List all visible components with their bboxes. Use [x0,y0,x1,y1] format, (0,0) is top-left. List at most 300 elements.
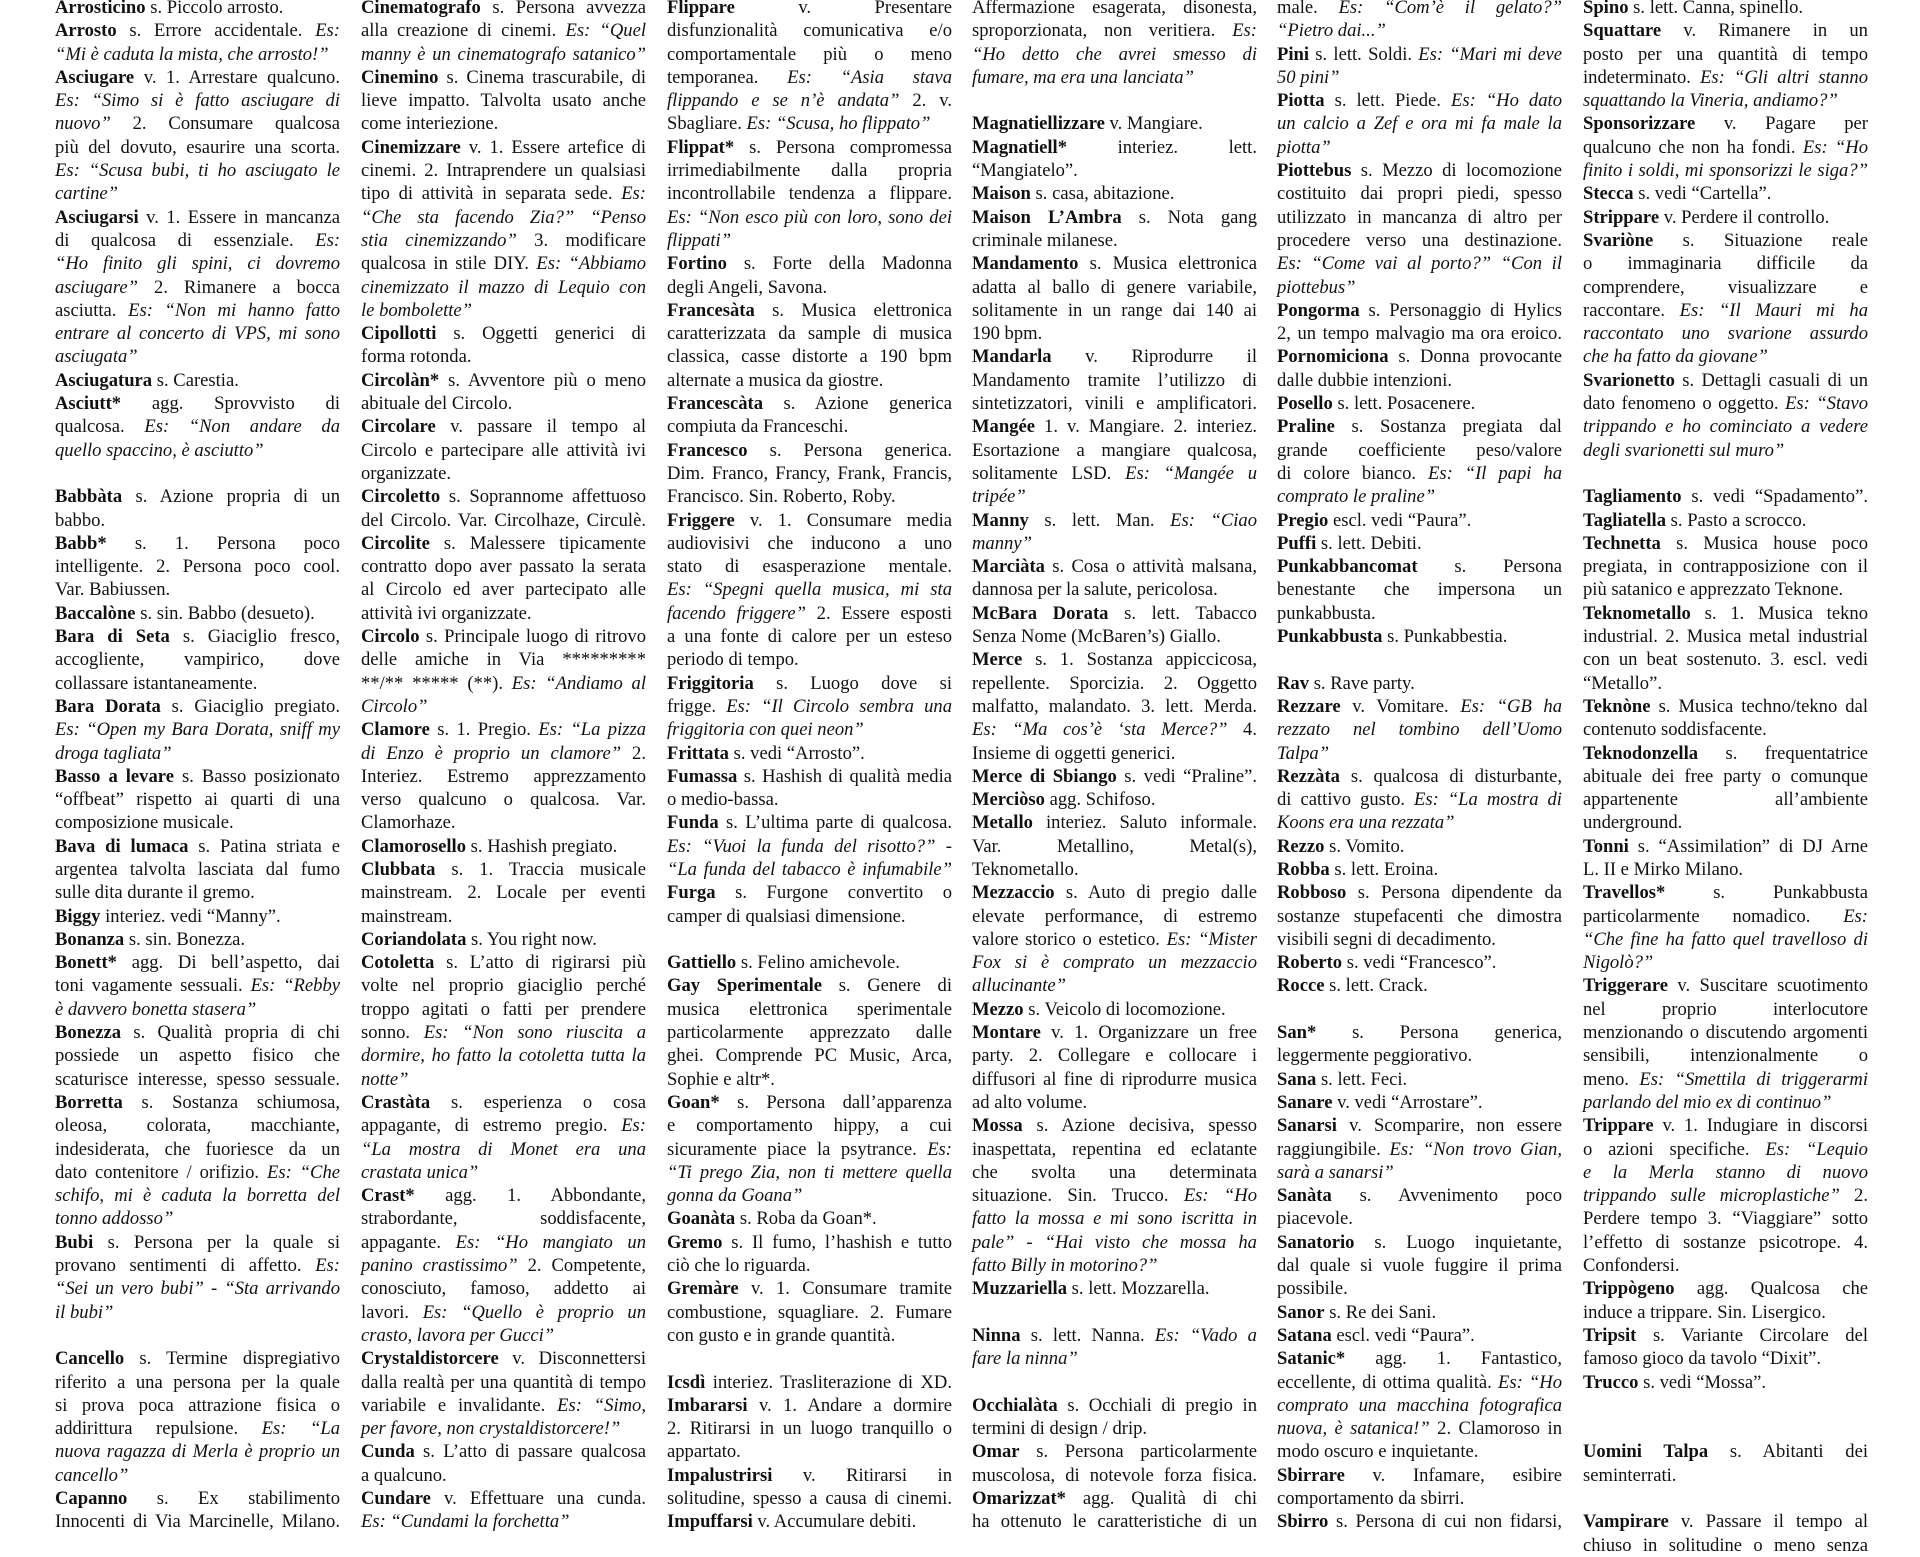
entry-term: Maison L’Ambra [972,206,1122,228]
entry-term: Asciugatura [55,369,153,391]
definition-text: s. lett. Feci. [1320,1068,1408,1090]
glossary-text-line [361,439,646,462]
glossary-text-line [1583,136,1868,159]
entry-term: Svarionetto [1583,369,1675,391]
definition-text: s. frequentatrice [1725,742,1868,764]
glossary-text-line [1583,439,1868,462]
glossary-text-line [361,742,646,765]
blank-line [55,462,340,485]
glossary-text-line [361,602,646,625]
glossary-text-line [667,159,952,182]
column-1 [55,0,340,1534]
glossary-text-line [55,136,340,159]
definition-text: chiuso in solitudine o meno senza [1583,1534,1868,1556]
example-text: Es: “Ho [1497,1371,1563,1393]
glossary-entry-line [55,19,340,42]
glossary-text-line [361,905,646,928]
definition-text: s. Sostanza schiumosa, [141,1091,340,1113]
glossary-text-line [361,182,646,205]
definition-text: s. Situazione reale [1682,229,1868,251]
entry-term: Sbirro [1277,1511,1329,1533]
definition-text: v. 1. Essere in mancanza [146,206,340,228]
glossary-text-line [55,439,340,462]
glossary-text-line [1583,1161,1868,1184]
entry-term: Mandamento [972,253,1079,275]
definition-text: s. Sostanza pregiata dal [1351,416,1562,438]
glossary-text-line [1583,159,1868,182]
glossary-text-line [1583,718,1868,741]
glossary-text-line [55,345,340,368]
definition-text: 2. Ritirarsi in un luogo tranquillo o [667,1418,952,1440]
glossary-text-line [667,89,952,112]
column-4 [972,0,1257,1534]
definition-text: v. Vomitare. [1352,695,1449,717]
glossary-text-line [972,1347,1257,1370]
example-text: di Enzo è proprio un clamore” [361,742,622,764]
glossary-text-line [667,1487,952,1510]
glossary-entry-line [1583,1371,1868,1394]
definition-text: situazione. Sin. Trucco. [972,1185,1169,1207]
glossary-text-line [55,881,340,904]
definition-text: v. Presentare [798,0,952,18]
definition-text: dalla realtà per una quantità di tempo [361,1371,646,1393]
definition-text: s. Dettagli casuali di un [1682,369,1868,391]
entry-term: Teknometallo [1583,602,1691,624]
glossary-text-line [1277,0,1562,19]
entry-term: Tagliamento [1583,486,1682,508]
entry-term: Uomini Talpa [1583,1441,1709,1463]
entry-term: Babb* [55,532,107,554]
glossary-entry-line [1583,602,1868,625]
example-text: piottebus” [1277,276,1356,298]
glossary-text-line [972,19,1257,42]
glossary-text-line [55,1371,340,1394]
definition-text: s. lett. Debiti. [1320,532,1422,554]
definition-text: posto per una quantità di tempo [1583,43,1868,65]
entry-term: Clamore [361,719,430,741]
definition-text: qualcuno che non ha fondi. [1583,136,1796,158]
entry-term: Capanno [55,1488,128,1509]
definition-text: s. Piccolo arrosto. [150,0,284,18]
definition-text: interiez. lett. [1117,136,1257,158]
example-text: raccontato uno svarione assurdo [1583,323,1868,345]
glossary-text-line [1583,1091,1868,1114]
definition-text: raccontare. [1583,299,1666,321]
glossary-entry-line [361,1347,646,1370]
entry-term: Flippat* [667,136,735,158]
glossary-entry-line [1277,1091,1562,1114]
glossary-text-line [55,1394,340,1417]
definition-text: s. sin. Bonezza. [128,928,246,950]
glossary-text-line [1277,182,1562,205]
glossary-entry-line [1583,881,1868,904]
glossary-text-line [667,112,952,135]
entry-term: Rav [1277,672,1310,694]
glossary-text-line [1277,322,1562,345]
definition-text: s. Qualità propria di chi [133,1022,340,1044]
definition-text: addirittura repulsione. [55,1418,239,1440]
definition-text: forma rotonda. [361,346,472,368]
definition-text: s. You right now. [471,928,597,950]
entry-term: Satana [1277,1324,1332,1346]
blank-line [55,1324,340,1347]
glossary-entry-line [361,835,646,858]
example-text: comprato le praline” [1277,486,1436,508]
glossary-entry-line [972,788,1257,811]
entry-term: Merce [972,649,1023,671]
glossary-entry-line [361,0,646,19]
glossary-text-line [972,1464,1257,1487]
definition-text: s. Punkabbusta [1713,882,1868,904]
entry-term: Manny [972,509,1029,531]
definition-text: Var. Metallino, Metal(s), [972,835,1257,857]
glossary-text-line [1583,1138,1868,1161]
example-text: Es: “La [261,1418,340,1440]
glossary-text-line [667,369,952,392]
definition-text: s. Persona generica. [769,439,952,461]
definition-text: più del dovuto, esaurire una scorta. [55,136,340,158]
glossary-entry-line [1583,1510,1868,1533]
definition-text: - [1026,1231,1033,1253]
glossary-text-line [972,1417,1257,1440]
definition-text: s. vedi “Mossa”. [1643,1371,1766,1393]
glossary-text-line [667,625,952,648]
glossary-text-line [55,578,340,601]
example-text: Es: “GB ha [1460,695,1562,717]
example-text: Es: “Andiamo al [511,672,646,694]
glossary-text-line [55,112,340,135]
entry-term: Crastàta [361,1091,431,1113]
glossary-text-line [1277,66,1562,89]
entry-term: San* [1277,1022,1317,1044]
definition-text: s. Soprannome affettuoso [448,486,646,508]
example-text: Nigolò?” [1583,952,1654,974]
glossary-text-line [55,509,340,532]
glossary-entry-line [1583,509,1868,532]
glossary-text-line [1277,19,1562,42]
definition-text: s. lett. Tabacco [1124,602,1257,624]
glossary-text-line [667,905,952,928]
glossary-entry-line [361,532,646,555]
definition-text: mainstream. [361,905,453,927]
entry-term: Omar [972,1441,1020,1463]
glossary-text-line [55,1301,340,1324]
glossary-text-line [55,322,340,345]
entry-term: Cundare [361,1488,431,1509]
example-text: Es: “Non sono riuscita a [423,1022,646,1044]
definition-text: temporanea. [667,66,759,88]
glossary-entry-line [1583,369,1868,392]
glossary-text-line [667,1324,952,1347]
example-text: Es: “Come vai al porto?” “Con il [1277,253,1562,275]
glossary-text-line [667,1161,952,1184]
glossary-text-line [1583,1184,1868,1207]
glossary-text-line [1583,555,1868,578]
column-2 [361,0,646,1534]
definition-text: irrimediabilmente dalla propria [667,160,952,182]
glossary-text-line [972,858,1257,881]
entry-term: Gremàre [667,1278,739,1300]
example-text: Es: “Lequio [1765,1138,1868,1160]
definition-text: industrial. 2. Musica metal industrial [1583,626,1868,648]
example-text: manny è un cinematografo satanico” [361,43,646,65]
glossary-text-line [1277,1487,1562,1510]
entry-term: Cotoletta [361,952,435,974]
glossary-text-line [1277,252,1562,275]
glossary-text-line [1277,905,1562,928]
glossary-entry-line [361,369,646,392]
definition-text: comportamento da sbirri. [1277,1488,1465,1509]
definition-text: s. Principale luogo di ritrovo [425,626,646,648]
glossary-text-line [1583,345,1868,368]
example-text: degli svarionetti sul muro” [1583,439,1785,461]
entry-term: Tripsit [1583,1324,1637,1346]
example-text: Es: “Simo, [557,1394,646,1416]
definition-text: - [945,835,952,857]
definition-text: party. 2. Collegare e collocare i [972,1045,1257,1067]
definition-text: s. L’atto di rigirarsi più [446,952,646,974]
definition-text: agg. 1. Fantastico, [1375,1348,1563,1370]
definition-text: s. Ex stabilimento [156,1488,341,1509]
entry-term: Flippare [667,0,735,18]
glossary-entry-line [55,951,340,974]
definition-text: s. Roba da Goan*. [739,1208,877,1230]
glossary-entry-line [1277,1301,1562,1324]
definition-text: v. Infamare, esibire [1372,1464,1562,1486]
definition-text: o immaginaria difficile da [1583,253,1868,275]
glossary-entry-line [1277,1324,1562,1347]
definition-text: male. [1277,0,1318,18]
entry-term: Magnatiell* [972,136,1068,158]
example-text: “La funda del tabacco è infumabile” [667,858,952,880]
entry-term: Gattiello [667,952,737,974]
glossary-text-line [972,1184,1257,1207]
definition-text: “Metallo”. [1583,672,1662,694]
entry-term: Pornomiciona [1277,346,1389,368]
definition-text: variabile e invalidante. [361,1394,546,1416]
entry-term: Furga [667,882,716,904]
definition-text: “Mangiatelo”. [972,160,1078,182]
definition-text: s. Termine dispregiativo [139,1348,341,1370]
glossary-entry-line [667,1464,952,1487]
glossary-entry-line [55,905,340,928]
definition-text: L. II e Mirko Milano. [1583,858,1744,880]
definition-text: disfunzionalità comunicativa e/o [667,20,952,42]
definition-text: composizione musicale. [55,812,234,834]
glossary-text-line [55,1207,340,1230]
entry-term: Metallo [972,812,1033,834]
entry-term: Sbirrare [1277,1464,1345,1486]
glossary-entry-line [1277,695,1562,718]
glossary-entry-line [55,532,340,555]
entry-term: Impalustrirsi [667,1464,773,1486]
example-text: flippando e se n’è andata” [667,90,900,112]
definition-text: v. Suscitare scuotimento [1677,975,1868,997]
definition-text: “offbeat” rispetto ai quarti di una [55,789,340,811]
definition-text: s. Occhiali di pregio in [1067,1394,1257,1416]
glossary-entry-line [972,415,1257,438]
example-text: “Ho detto che avrei smesso di [972,43,1257,65]
glossary-entry-line [667,811,952,834]
glossary-text-line [361,672,646,695]
glossary-entry-line [972,345,1257,368]
entry-term: Clamorosello [361,835,467,857]
glossary-text-line [55,299,340,322]
glossary-text-line [361,555,646,578]
example-text: Es: “Abbiamo [536,253,646,275]
glossary-text-line [361,578,646,601]
example-text: fatto Billy in motorino?” [972,1255,1158,1277]
example-text: schifo, mi è caduta la borretta del [55,1185,340,1207]
definition-text: ghei. Comprende PC Music, Arca, [667,1045,952,1067]
glossary-entry-line [972,648,1257,671]
example-text: Es: “Simo si è fatto asciugare di [55,90,340,112]
glossary-text-line [55,1068,340,1091]
example-text: Es: “Mangée u [1125,462,1257,484]
definition-text: tipo di attività in separata sede. [361,183,613,205]
entry-term: Occhialàta [972,1394,1058,1416]
glossary-text-line [972,1091,1257,1114]
definition-text: v. Riprodurre il [1085,346,1258,368]
definition-text: s. Persona per la quale si [107,1231,340,1253]
definition-text: modo oscuro e inquietante. [1277,1441,1479,1463]
glossary-text-line [1583,1464,1868,1487]
glossary-text-line [361,1301,646,1324]
definition-text: benestante che impersona un [1277,579,1562,601]
example-text: Es: “Scusa, ho flippato” [746,113,931,135]
glossary-text-line [1583,1347,1868,1370]
example-text: Es: [621,1115,646,1137]
example-text: e la Merla stanno di nuovo [1583,1161,1868,1183]
glossary-text-line [361,252,646,275]
glossary-entry-line [1277,159,1562,182]
glossary-text-line [972,718,1257,741]
entry-term: Cinematografo [361,0,481,18]
definition-text: accogliente, vampirico, dove [55,649,340,671]
entry-term: Merce di Sbiango [972,765,1117,787]
entry-term: Goan* [667,1091,720,1113]
definition-text: alternate a musica da giostre. [667,369,884,391]
glossary-entry-line [1277,1021,1562,1044]
glossary-text-line [55,252,340,275]
definition-text: s. Forte della Madonna [743,253,952,275]
glossary-text-line [972,1510,1257,1533]
definition-text: s. Il fumo, l’hashish e tutto [731,1231,952,1253]
example-text: “Sei un vero bubi” [55,1278,204,1300]
definition-text: combustione, squagliare. 2. Fumare [667,1301,952,1323]
definition-text: dato fenomeno o oggetto. [1583,393,1779,415]
entry-term: Satanic* [1277,1348,1346,1370]
definition-text: s. lett. Piede. [1334,90,1441,112]
definition-text: audiovisivi che inducono a uno [667,532,952,554]
definition-text: o azioni specifiche. [1583,1138,1750,1160]
entry-term: Tonni [1583,835,1629,857]
glossary-text-line [972,625,1257,648]
definition-text: a una fonte di calore per un esteso [667,626,952,648]
entry-term: Squattare [1583,20,1662,42]
entry-term: Piotta [1277,90,1325,112]
glossary-text-line [55,1510,340,1533]
example-text: Es: “Non andare da [144,416,340,438]
glossary-entry-line [55,485,340,508]
glossary-text-line [55,1044,340,1067]
glossary-entry-line [361,858,646,881]
glossary-text-line [1277,742,1562,765]
definition-text: Mandamento tramite l’utilizzo di [972,369,1257,391]
glossary-text-line [1277,1394,1562,1417]
definition-text: s. Basso posizionato [181,765,340,787]
definition-text: caratterizzata da sample di musica [667,323,952,345]
glossary-entry-line [972,881,1257,904]
example-text: Es: “Vado a [1154,1324,1257,1346]
definition-text: 4. [1243,719,1257,741]
entry-term: Mezzaccio [972,882,1055,904]
definition-text: induce a trippare. Sin. Lisergico. [1583,1301,1826,1323]
glossary-entry-line [1277,672,1562,695]
glossary-entry-line [1277,974,1562,997]
glossary-entry-line [1277,1464,1562,1487]
definition-text: s. Malessere tipicamente [443,532,646,554]
definition-text: procedere verso una destinazione. [1277,229,1562,251]
example-text: friggitoria con quei neon” [667,719,864,741]
glossary-entry-line [667,1510,952,1533]
glossary-text-line [55,89,340,112]
glossary-text-line [667,695,952,718]
glossary-text-line [972,43,1257,66]
glossary-text-line [667,1138,952,1161]
definition-text: s. Oggetti generici di [453,323,646,345]
entry-term: Cipollotti [361,323,437,345]
example-text: Es: “Il Circolo sembra una [726,695,952,717]
glossary-text-line [361,1044,646,1067]
example-text: sarà a sanarsi” [1277,1161,1394,1183]
definition-text: l’effetto di sostanze psicotrope. 4. [1583,1231,1868,1253]
glossary-entry-line [972,136,1257,159]
definition-text: s. Re dei Sani. [1329,1301,1437,1323]
definition-text: s. vedi “Praline”. [1124,765,1257,787]
example-text: nuova, è satanica!” [1277,1418,1430,1440]
definition-text: o medio-bassa. [667,789,779,811]
glossary-entry-line [361,1091,646,1114]
glossary-entry-line [361,1487,646,1510]
entry-term: Mandarla [972,346,1052,368]
glossary-text-line [1583,951,1868,974]
definition-text: s. casa, abitazione. [1035,183,1175,205]
entry-term: Circolo [361,626,420,648]
definition-text: alla creazione di cinemi. [361,20,557,42]
definition-text: Clamorhaze. [361,812,456,834]
glossary-entry-line [55,369,340,392]
definition-text: comportamentale più o meno [667,43,952,65]
entry-term: Basso a levare [55,765,174,787]
entry-term: Omarizzat* [972,1488,1066,1509]
glossary-text-line [1277,276,1562,299]
glossary-text-line [55,1277,340,1300]
definition-text: s. Musica elettronica [1089,253,1257,275]
definition-text: v. Mangiare. [1109,113,1203,135]
definition-text: Sophie e altr*. [667,1068,775,1090]
glossary-entry-line [667,392,952,415]
definition-text: musica elettronica sperimentale [667,998,952,1020]
definition-text: v. vedi “Arrostare”. [1337,1091,1483,1113]
definition-text: raggiungibile. [1277,1138,1381,1160]
glossary-text-line [361,1417,646,1440]
glossary-text-line [361,159,646,182]
example-text: Es: “Che [266,1161,341,1183]
example-text: “Ti prego Zia, non ti mettere quella [667,1161,952,1183]
definition-text: **/** ***** (**). [361,672,503,694]
blank-line [1583,1417,1868,1440]
